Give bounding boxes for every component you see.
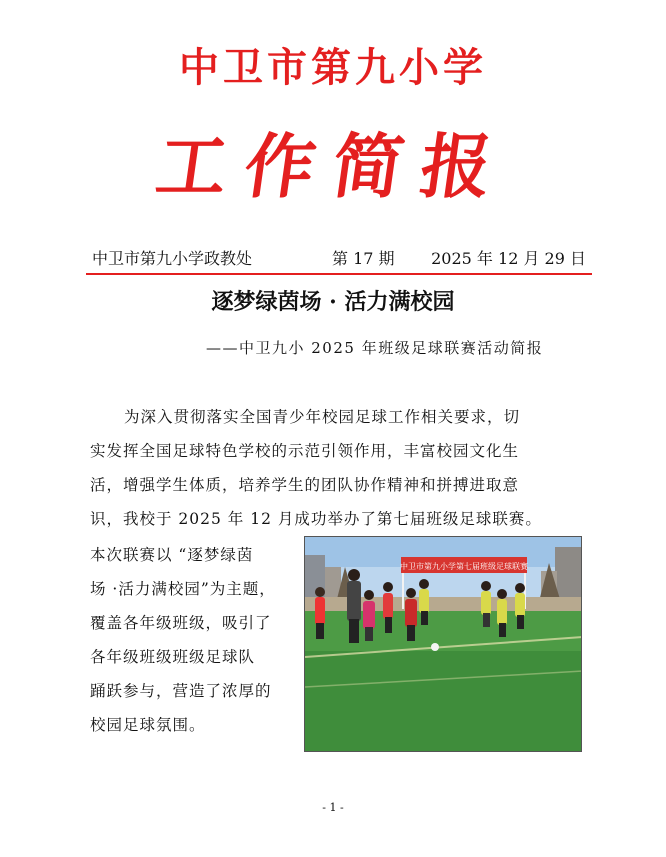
paragraph-line: 为深入贯彻落实全国青少年校园足球工作相关要求，切 <box>124 408 521 426</box>
paragraph-line: 各年级班级班级足球队 <box>90 648 256 666</box>
paragraph-line: 覆盖各年级班级，吸引了 <box>90 614 272 632</box>
issue-meta-row <box>86 248 592 272</box>
banner-text: 中卫市第九小学第七届班级足球联赛 <box>400 562 528 571</box>
paragraph-line: 场 ·活力满校园”为主题， <box>90 580 276 598</box>
page-number: - 1 - <box>322 801 344 814</box>
issue-date: 2025 年 12 月 29 日 <box>431 249 586 268</box>
football-match-photo <box>304 536 582 752</box>
article-headline: 逐梦绿茵场 · 活力满校园 <box>211 289 455 315</box>
paragraph-line: 识，我校于 2025 年 12 月成功举办了第七届班级足球联赛。 <box>90 510 542 528</box>
paragraph-line: 实发挥全国足球特色学校的示范引领作用，丰富校园文化生 <box>90 442 520 460</box>
school-name: 中卫市第九小学 <box>179 44 487 91</box>
paragraph-line: 踊跃参与，营造了浓厚的 <box>90 682 272 700</box>
red-divider <box>86 273 592 275</box>
paragraph-line: 活，增强学生体质，培养学生的团队协作精神和拼搏进取意 <box>90 476 520 494</box>
article-subtitle: ——中卫九小 2025 年班级足球联赛活动简报 <box>206 339 544 357</box>
paragraph-line: 校园足球氛围。 <box>90 716 206 734</box>
paragraph-line: 本次联赛以 “逐梦绿茵 <box>90 546 254 564</box>
brief-title: 工作简报 <box>151 126 515 208</box>
issue-number: 第 17 期 <box>332 249 395 268</box>
department-label: 中卫市第九小学政教处 <box>92 249 253 268</box>
